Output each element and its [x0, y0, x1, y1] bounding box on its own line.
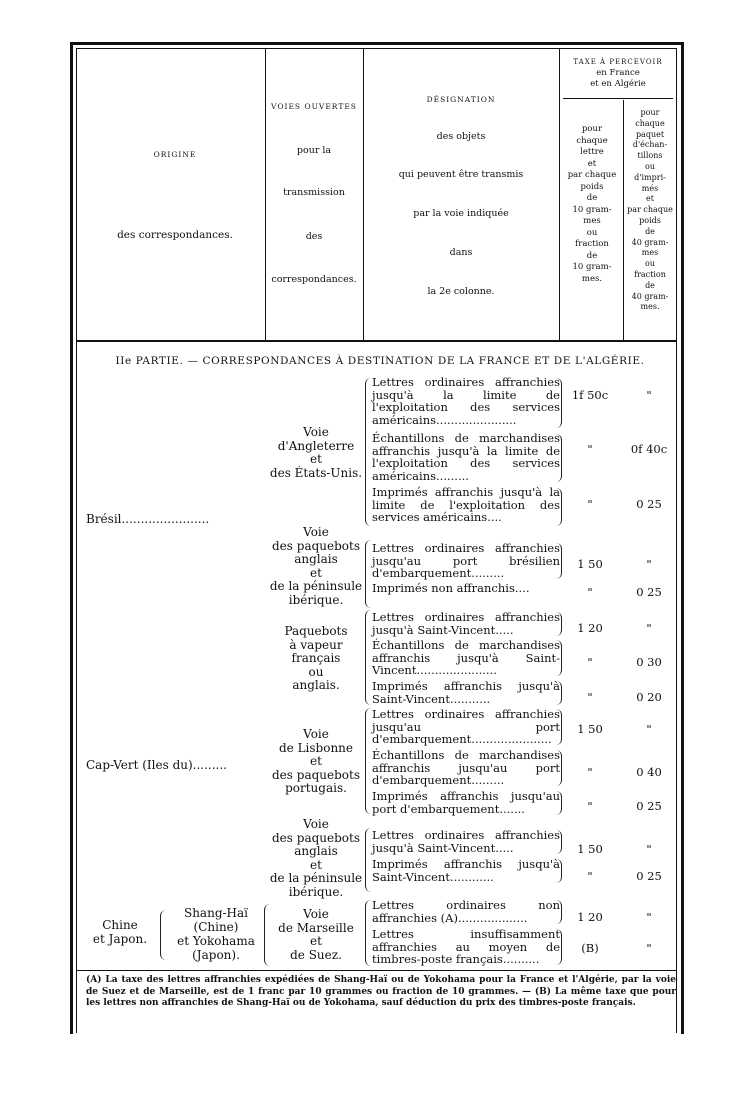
route-r5-line-4: et: [310, 857, 322, 872]
tax-value-v6-letters: 1 20: [577, 621, 603, 635]
col-samples-line-5: tillons: [637, 151, 663, 161]
route-r2-line-1: Voie: [303, 525, 329, 539]
tax-line-2: en France: [596, 68, 640, 78]
tax-value-v7-letters: ": [587, 655, 593, 669]
desc-4: Lettres ordinaires affranchies jusqu'au port brésilien d'embarquement.........: [372, 541, 560, 581]
col-samples-line-9: et: [646, 194, 654, 204]
col-samples-line-3: paquet: [635, 129, 665, 139]
tax-value-v9-letters: 1 50: [577, 722, 603, 736]
tax-value-v13-letters: ": [587, 869, 593, 883]
rbrace-13: [556, 859, 562, 883]
designation-line-4: dans: [449, 247, 473, 258]
header-col-sep-3: [559, 48, 560, 340]
rbrace-3: [556, 488, 562, 526]
tax-value-v14-letters: 1 20: [577, 910, 603, 924]
footnote-rule: [76, 970, 676, 971]
origin-title: ORIGINE: [153, 150, 197, 159]
city-line-1: Shang-Haï: [183, 906, 249, 920]
rbrace-12: [556, 830, 562, 854]
tax-value-v15-samples: ": [646, 941, 652, 955]
footnote: (A) La taxe des lettres affranchies expédiées de Shang-Haï ou de Yokohama pour la France et l'Algérie, par la voie de Suez et de Marseille, est de 1 franc par 10 grammes ou fraction de 10 grammes. — (B) La même taxe que pour les lettres non affranchies de Shang-Haï ou de Yokohama, sauf déduction du prix des timbres-poste français.: [86, 975, 676, 1008]
tax-value-v2-letters: ": [587, 442, 593, 456]
origin-bresil: Brésil.......................: [86, 512, 210, 526]
tax-value-v5-letters: ": [587, 585, 593, 599]
routes-line-3: des: [305, 231, 323, 242]
header-bottom-rule: [76, 340, 676, 342]
rbrace-2: [556, 434, 562, 482]
route-r3-line-5: anglais.: [292, 678, 340, 693]
col-letters-line-4: et: [587, 158, 597, 169]
origin-cap-vert: Cap-Vert (Iles du).........: [86, 758, 227, 772]
route-r1-line-1: Voie: [303, 425, 329, 439]
designation-line-2: qui peuvent être transmis: [398, 169, 524, 180]
col-samples-line-15: ou: [645, 259, 655, 269]
desc-11: Imprimés affranchis jusqu'au port d'embarquement.......: [372, 789, 560, 816]
desc-2: Échantillons de marchandises affranchis jusqu'à la limite de l'exploitation des services américains.........: [372, 431, 560, 484]
brace-r3: [365, 610, 372, 705]
tax-col-samples: [624, 108, 676, 313]
desc-1: Lettres ordinaires affranchies jusqu'à la limite de l'exploitation des services américains......................: [372, 375, 560, 428]
desc-7: Échantillons de marchandises affranchis jusqu'à Saint-Vincent......................: [372, 638, 560, 678]
desc-3: Imprimés affranchis jusqu'à la limite de l'exploitation des services américains....: [372, 485, 560, 525]
rbrace-8: [556, 681, 562, 705]
designation-line-1: des objets: [436, 131, 486, 142]
designation-title: DÉSIGNATION: [426, 95, 496, 104]
route-r2-line-4: et: [310, 565, 322, 580]
tax-header-rule: [563, 98, 673, 99]
col-samples-line-17: de: [645, 280, 655, 290]
route-paquebots-vapeur: [268, 625, 364, 693]
tax-value-v1-letters: 1f 50c: [571, 388, 609, 402]
col-samples-line-4: d'échan-: [632, 140, 668, 150]
col-samples-line-18: 40 gram-: [631, 291, 669, 301]
brace-r2: [365, 540, 372, 608]
route-marseille-suez: [268, 908, 364, 962]
desc-15: Lettres insuffisamment affranchies au moyen de timbres-poste français..........: [372, 927, 560, 967]
section-title: IIe PARTIE. — CORRESPONDANCES À DESTINATION DE LA FRANCE ET DE L'ALGÉRIE.: [115, 355, 645, 367]
col-samples-line-1: pour: [640, 108, 660, 117]
route-r4-line-3: et: [310, 754, 322, 769]
route-r2-line-3: anglais: [294, 552, 338, 567]
route-angleterre: [268, 426, 364, 480]
col-samples-line-16: fraction: [634, 269, 666, 279]
route-r5-line-3: anglais: [294, 844, 338, 859]
route-r4-line-1: Voie: [303, 727, 329, 741]
tax-value-v8-samples: 0 20: [636, 690, 662, 704]
tax-value-v7-samples: 0 30: [636, 655, 662, 669]
route-r5-line-1: Voie: [303, 817, 329, 831]
brace-r6: [365, 900, 372, 966]
col-samples-line-2: chaque: [635, 118, 665, 128]
tax-title: TAXE À PERCEVOIR: [573, 58, 663, 66]
tax-value-v11-letters: ": [587, 799, 593, 813]
tax-value-v6-samples: ": [646, 621, 652, 635]
route-r1-line-2: d'Angleterre: [277, 438, 355, 453]
rbrace-9: [556, 709, 562, 745]
origin-chine-line-2: et Japon.: [92, 932, 148, 946]
tax-col-letters: [561, 124, 623, 285]
city-line-2: (Chine): [193, 920, 239, 934]
frame-right-inner: [676, 48, 677, 1033]
tax-value-v11-samples: 0 25: [636, 799, 662, 813]
rbrace-7: [556, 640, 562, 676]
rbrace-11: [556, 791, 562, 815]
frame-right: [681, 42, 684, 1034]
tax-value-v8-letters: ": [587, 690, 593, 704]
route-paquebots-cap-vert: [268, 818, 364, 900]
desc-12: Lettres ordinaires affranchies jusqu'à Saint-Vincent.....: [372, 828, 560, 855]
col-samples-line-11: poids: [639, 215, 661, 225]
route-r4-line-2: de Lisbonne: [278, 740, 354, 755]
brace-r4: [365, 708, 372, 814]
rbrace-6: [556, 612, 562, 636]
rbrace-14: [556, 900, 562, 924]
route-r5-line-2: des paquebots: [272, 830, 360, 845]
route-r3-line-1: Paquebots: [284, 624, 348, 638]
frame-left-inner: [76, 48, 77, 1033]
tax-value-v14-samples: ": [646, 910, 652, 924]
tax-value-v4-samples: ": [646, 557, 652, 571]
tax-value-v12-samples: ": [646, 842, 652, 856]
origin-chine-cities: [168, 906, 264, 962]
route-r6-line-1: Voie: [303, 907, 329, 921]
route-r2-line-6: ibérique.: [288, 592, 344, 607]
designation-line-3: par la voie indiquée: [413, 208, 509, 219]
origin-chine-japon: [88, 918, 152, 946]
brace-r5: [365, 828, 372, 892]
route-r5-line-6: ibérique.: [288, 884, 344, 899]
tax-value-v15-letters: (B): [581, 941, 599, 955]
desc-10: Échantillons de marchandises affranchis jusqu'au port d'embarquement.........: [372, 748, 560, 788]
tax-value-v10-letters: ": [587, 765, 593, 779]
routes-line-4: correspondances.: [271, 274, 357, 285]
tax-value-v4-letters: 1 50: [577, 557, 603, 571]
col-samples-line-10: par chaque: [627, 205, 673, 215]
route-r3-line-4: ou: [308, 664, 324, 679]
col-letters-line-10: ou: [586, 227, 598, 238]
col-letters-line-2: chaque: [576, 135, 608, 146]
tax-value-v9-samples: ": [646, 722, 652, 736]
desc-13: Imprimés affranchis jusqu'à Saint-Vincent............: [372, 857, 560, 884]
col-letters-line-7: de: [586, 193, 598, 203]
brace-r1: [365, 378, 372, 526]
col-letters-line-1: pour: [581, 124, 603, 134]
col-samples-line-8: més: [641, 183, 659, 193]
origin-chine-line-1: Chine: [102, 918, 138, 932]
city-line-3: et Yokohama: [177, 934, 255, 948]
route-r2-line-2: des paquebots: [272, 538, 360, 553]
tax-line-3: et en Algérie: [590, 79, 646, 89]
route-r4-line-4: des paquebots: [272, 767, 360, 782]
col-letters-line-5: par chaque: [567, 170, 617, 180]
tax-value-v3-letters: ": [587, 497, 593, 511]
desc-8: Imprimés affranchis jusqu'à Saint-Vincent...........: [372, 679, 560, 706]
rbrace-1: [556, 378, 562, 428]
designation-line-5: la 2e colonne.: [427, 286, 495, 297]
routes-title: VOIES OUVERTES: [271, 102, 357, 111]
rbrace-10: [556, 750, 562, 786]
rbrace-15: [556, 929, 562, 965]
route-r4-line-5: portugais.: [285, 781, 347, 796]
frame-left: [70, 42, 73, 1034]
route-r2-line-5: de la péninsule: [269, 579, 363, 594]
frame-top: [70, 42, 684, 45]
col-letters-line-13: 10 gram-: [572, 262, 612, 272]
route-r5-line-5: de la péninsule: [269, 871, 363, 886]
route-r6-line-2: de Marseille: [278, 920, 354, 935]
tax-value-v13-samples: 0 25: [636, 869, 662, 883]
col-letters-line-9: mes: [583, 216, 601, 226]
col-samples-line-19: mes.: [640, 302, 660, 312]
col-samples-line-13: 40 gram-: [631, 237, 669, 247]
rbrace-4: [556, 543, 562, 579]
col-letters-line-11: fraction: [575, 239, 609, 249]
routes-line-1: pour la: [296, 145, 332, 156]
tax-value-v5-samples: 0 25: [636, 585, 662, 599]
tax-value-v1-samples: ": [646, 388, 652, 402]
desc-5: Imprimés non affranchis....: [372, 581, 530, 595]
route-lisbonne: [268, 728, 364, 796]
tax-value-v3-samples: 0 25: [636, 497, 662, 511]
route-r6-line-4: de Suez.: [290, 947, 342, 962]
tax-value-v12-letters: 1 50: [577, 842, 603, 856]
desc-14: Lettres ordinaires non affranchies (A)...................: [372, 898, 560, 925]
route-paquebots-bresil: [268, 526, 364, 608]
col-samples-line-14: mes: [641, 248, 659, 258]
col-letters-line-6: poids: [580, 181, 604, 192]
col-letters-line-14: mes.: [581, 273, 603, 284]
chine-brace: [160, 910, 167, 960]
col-samples-line-6: ou: [645, 161, 655, 171]
desc-9: Lettres ordinaires affranchies jusqu'au port d'embarquement......................: [372, 707, 560, 747]
origin-subtitle: des correspondances.: [117, 229, 233, 241]
col-letters-line-12: de: [586, 250, 598, 261]
col-samples-line-7: d'impri-: [634, 172, 666, 182]
frame-top-inner: [76, 48, 676, 49]
route-r3-line-2: à vapeur: [289, 637, 343, 652]
col-letters-line-8: 10 gram-: [572, 204, 612, 215]
route-r6-line-3: et: [310, 934, 322, 949]
routes-line-2: transmission: [283, 187, 345, 198]
desc-6: Lettres ordinaires affranchies jusqu'à Saint-Vincent.....: [372, 610, 560, 637]
city-line-4: (Japon).: [192, 948, 240, 962]
tax-value-v2-samples: 0f 40c: [630, 442, 668, 456]
col-letters-line-3: lettre: [580, 147, 604, 157]
tax-value-v10-samples: 0 40: [636, 765, 662, 779]
route-r1-line-3: et: [310, 452, 322, 467]
route-r1-line-4: des États-Unis.: [269, 465, 363, 480]
route-r3-line-3: français: [291, 651, 341, 666]
col-samples-line-12: de: [645, 226, 655, 236]
